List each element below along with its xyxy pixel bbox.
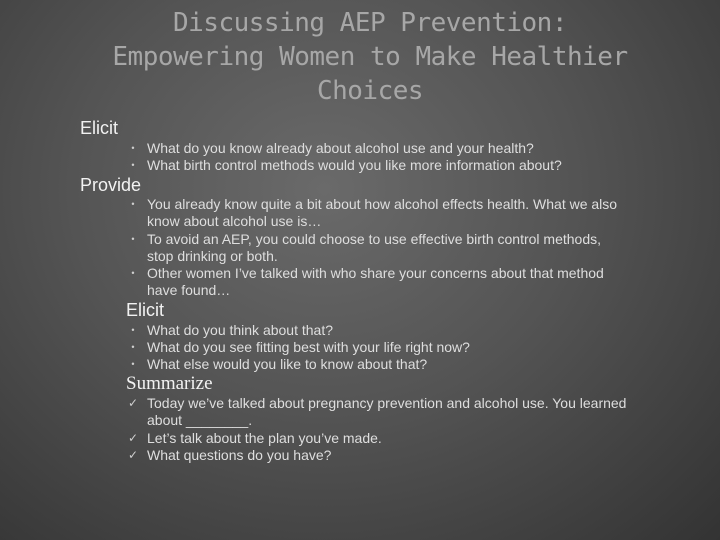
elicit-1-item: What do you know already about alcohol use and your health? (147, 140, 534, 156)
bullet-icon: • (131, 325, 135, 335)
heading-elicit-1: Elicit (80, 118, 119, 138)
heading-summarize: Summarize (126, 373, 213, 394)
provide-item: You already know quite a bit about how alcohol effects health. What we also know about alcohol use is… (147, 196, 618, 229)
elicit-1-item: What birth control methods would you like more information about? (147, 157, 562, 173)
title-line-1: Discussing AEP Prevention: (173, 8, 567, 38)
heading-elicit-2: Elicit (126, 300, 165, 320)
summarize-item: What questions do you have? (147, 447, 332, 463)
provide-item: Other women I’ve talked with who share your concerns about that method have found… (147, 265, 604, 298)
checkmark-icon: ✓ (127, 396, 139, 410)
bullet-icon: • (131, 234, 135, 244)
elicit-2-item: What else would you like to know about that? (147, 356, 428, 372)
bullet-icon: • (131, 342, 135, 352)
elicit-2-item: What do you see fitting best with your life right now? (147, 339, 470, 355)
title-line-2: Empowering Women to Make Healthier (112, 42, 628, 72)
provide-item: To avoid an AEP, you could choose to use effective birth control methods, stop drinking or both. (147, 231, 601, 264)
heading-provide: Provide (80, 175, 142, 195)
bullet-icon: • (131, 268, 135, 278)
slide-title (60, 6, 680, 108)
bullet-icon: • (131, 359, 135, 369)
bullet-icon: • (131, 160, 135, 170)
elicit-2-item: What do you think about that? (147, 322, 334, 338)
checkmark-icon: ✓ (127, 448, 139, 462)
summarize-item: Let’s talk about the plan you’ve made. (147, 430, 382, 446)
bullet-icon: • (131, 143, 135, 153)
title-line-3: Choices (316, 76, 424, 106)
checkmark-icon: ✓ (127, 431, 139, 445)
bullet-icon: • (131, 199, 135, 209)
summarize-item: Today we’ve talked about pregnancy prevention and alcohol use. You learned about ________. (147, 395, 627, 428)
